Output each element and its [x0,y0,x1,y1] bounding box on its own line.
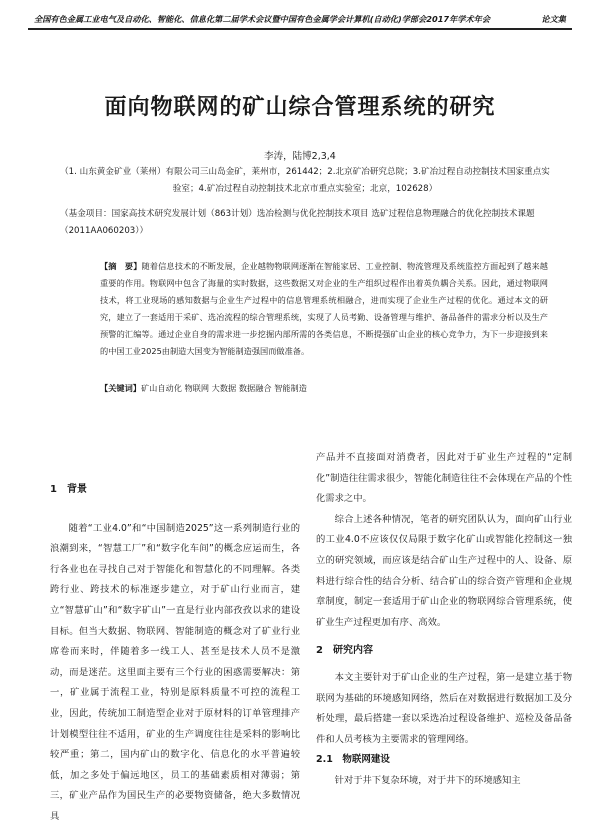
section-1-paragraph-2: 综合上述各种情况，笔者的研究团队认为，面向矿山行业的工业4.0不应该仅仅局限于数字化矿山或智能化控制这一独立的研究领域，而应该是结合矿山生产过程中的人、设备、原料进行综合性的结合分析、结合矿山的综合资产管理和企业规章制度，制定一套适用于矿山企业的物联网综合管理系统，使矿业生产过程更加有序、高效。 [316,513,572,628]
right-column [316,448,572,792]
abstract-label: 【摘 要】 [100,261,142,271]
paper-title: 面向物联网的矿山综合管理系统的研究 [104,95,496,120]
section-1-paragraph: 随着“工业4.0”和“中国制造2025”这一系列制造行业的浪潮到来，“智慧工厂”和“数字化车间”的概念应运而生，各行各业也在寻找自己对于智能化和智慧化的不同理解。各类跨行业、跨技术的标准逐步建立，对于矿山行业而言，建立“智慧矿山”和“数字矿山”一直是行业内部孜孜以求的建设目标。但当大数据、物联网、智能制造的概念对了矿业行业席卷而来时，伴随着多一线工人、甚至是技术人员不是激动，而是迷茫。这里面主要有三个行业的困惑需要解决：第一，矿业属于流程工业，特别是原料质量不可控的流程工业，因此，传统加工制造型企业对于原材料的订单管理排产计划模型往往不适用，矿业的生产调度往往是采料的影响比较严重；第二，国内矿山的数字化、信息化的水平普遍较低，加之多处于偏远地区，员工的基础素质相对薄弱；第三，矿业产品作为国民生产的必要物资储备，绝大多数情况具 [50,522,300,822]
running-header [28,10,572,30]
left-column [50,480,300,828]
abstract [100,258,548,360]
section-2-1-heading: 2.1 物联网建设 [316,754,390,766]
section-2-1-paragraph: 针对于井下复杂环境，对于井下的环境感知主 [334,774,521,786]
section-1-heading: 1 背景 [50,484,87,495]
section-2-paragraph: 本文主要针对于矿山企业的生产过程，第一是建立基于物联网为基础的环境感知网络，然后在对数据进行数据加工及分析处理，最后搭建一套以采选冶过程设备维护、巡检及备品备件和人员考核为主要需求的管理网络。 [316,671,572,745]
affiliation: （1. 山东黄金矿业（莱州）有限公司三山岛金矿，莱州市，261442；2.北京矿冶研究总院；3.矿冶过程自动控制技术国家重点实验室；4.矿冶过程自动控制技术北京市重点实验室；北京，102628） [60,167,550,194]
keywords-label: 【关键词】 [100,383,141,393]
running-header-right: 论文集 [541,14,566,24]
authors: 李涛，陆博2,3,4 [264,151,336,162]
keywords-text: 矿山自动化 物联网 大数据 数据融合 智能制造 [140,383,307,393]
section-2-heading: 2 研究内容 [316,645,373,657]
keywords [100,383,548,394]
abstract-text: 随着信息技术的不断发展，企业越物物联网逐渐在智能家居、工业控制、物流管理及系统监控方面起到了越来越重要的作用。物联网中包含了海量的实时数据，这些数据又对企业的生产组织过程作出着英负耦合关系。因此，通过物联网技术，将工业现场的感知数据与企业生产过程中的信息管理系统相融合，进而实现了企业生产过程的优化。通过本文的研究，建立了一套适用于采矿、选冶流程的综合管理系统，实现了人员考勤、设备管理与维护、备品备件的需求分析以及生产预警的汇编等。通过企业自身的需求进一步挖掘内部所需的各类信息，不断提强矿山企业的核心竞争力，为下一步迎接到来的中国工业2025由制造大国变为智能制造强国而做准备。 [100,261,548,356]
fund-note: （基金项目：国家高技术研究发展计划（863计划）选冶检测与优化控制技术项目 选矿过程信息物理融合的优化控制技术课题（2011AA060203）） [60,209,535,236]
running-header-left: 全国有色金属工业电气及自动化、智能化、信息化第二届学术会议暨中国有色金属学会计算机(自动化)学部会2017年学术年会 [34,14,491,24]
continued-paragraph: 产品并不直接面对消费者，因此对于矿业生产过程的“定制化”制造往往需求很少，智能化制造往往不会体现在产品的个性化需求之中。 [316,452,572,505]
